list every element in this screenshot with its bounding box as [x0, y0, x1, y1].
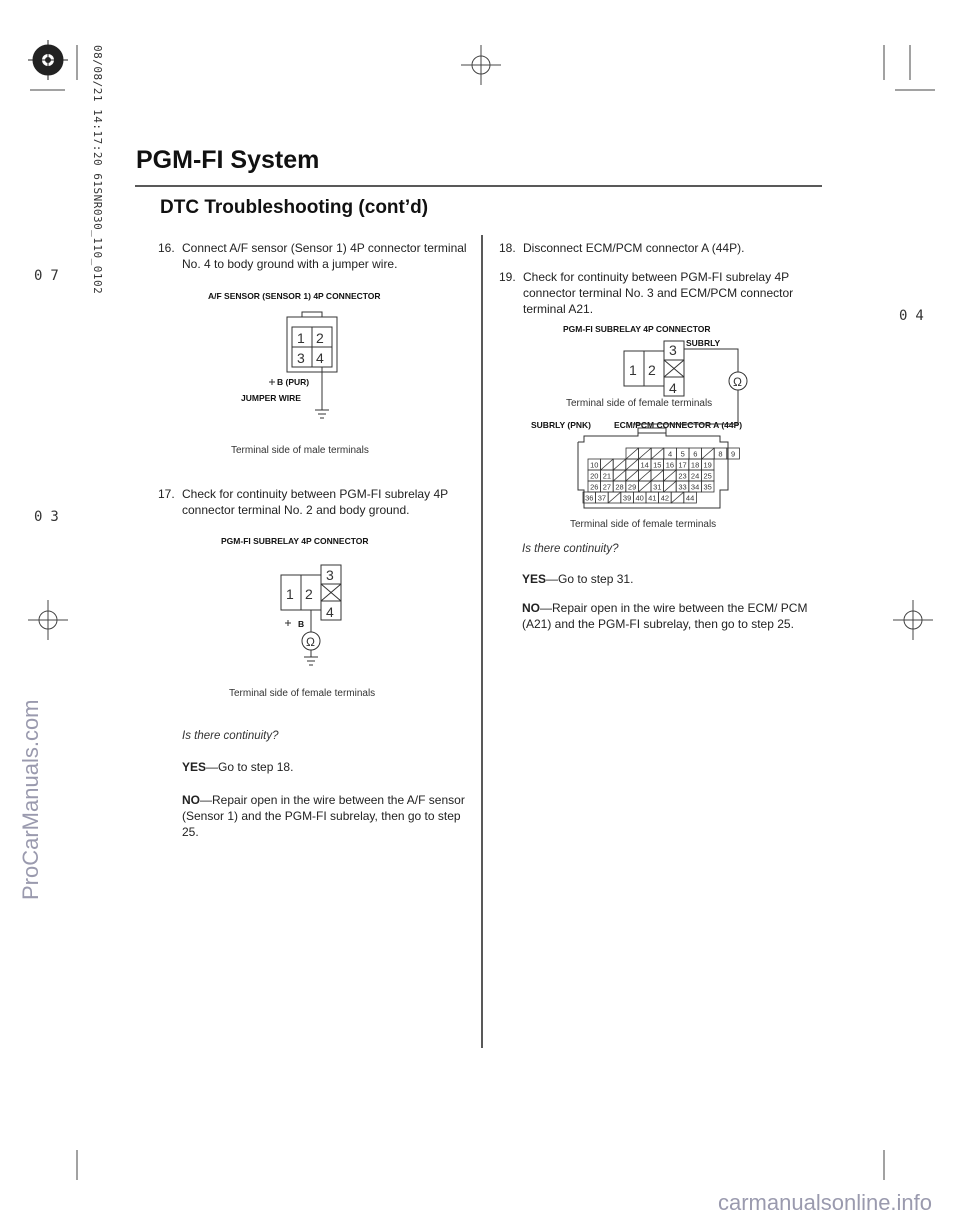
step-number: 18.: [499, 241, 516, 255]
subrelay-connector-label-right: PGM-FI SUBRELAY 4P CONNECTOR: [563, 324, 711, 334]
pin-3: 3: [669, 342, 677, 358]
ecm-pin-empty: [638, 481, 651, 492]
right-question: Is there continuity?: [522, 543, 619, 555]
step-text: Disconnect ECM/PCM connector A (44P).: [523, 241, 745, 255]
ecm-pin-empty: [613, 470, 626, 481]
left-yes-answer: [182, 759, 472, 775]
ecm-pin-number: 5: [680, 449, 685, 459]
step-18: [499, 240, 819, 258]
step-text: Check for continuity between PGM-FI subrelay 4P connector terminal No. 2 and body ground.: [182, 487, 448, 517]
ecm-pin-empty: [651, 470, 664, 481]
ecm-pin-number: 35: [703, 482, 712, 492]
ecm-pin-number: 39: [622, 493, 632, 503]
page-subtitle: DTC Troubleshooting (cont’d): [160, 197, 429, 218]
ecm-pin-number: 20: [590, 471, 599, 481]
fig19-caption-bottom: Terminal side of female terminals: [570, 519, 717, 530]
subrelay-connector-label-left: PGM-FI SUBRELAY 4P CONNECTOR: [221, 536, 369, 546]
ecm-pin-empty: [664, 470, 677, 481]
pin-4: 4: [316, 350, 324, 366]
ecm-pin-number: 19: [703, 460, 712, 470]
ecm-pin-number: 31: [653, 482, 662, 492]
ecm-pin-empty: [671, 492, 684, 503]
left-no-answer: [182, 792, 472, 840]
ecm-pin-number: 17: [678, 460, 687, 470]
subrelay-connector-diagram-left: [280, 560, 360, 670]
ecm-pin-number: 8: [718, 449, 723, 459]
pin-2: 2: [316, 330, 324, 346]
step-text: Connect A/F sensor (Sensor 1) 4P connector terminal No. 4 to body ground with a jumper wire.: [182, 241, 467, 271]
registration-mark-top: [461, 45, 501, 85]
page-title: PGM-FI System: [136, 146, 320, 174]
step-19: [499, 269, 819, 319]
pin-2: 2: [305, 586, 313, 602]
step-17: [158, 486, 468, 520]
no-text: Repair open in the wire between the A/F sensor (Sensor 1) and the PGM-FI subrelay, then go to step 25.: [182, 793, 465, 839]
fig17-caption: Terminal side of female terminals: [229, 688, 376, 699]
fig19-caption-top: Terminal side of female terminals: [566, 398, 713, 409]
watermark-left[interactable]: ProCarManuals.com: [18, 699, 43, 900]
step-16: [158, 240, 468, 274]
registration-mark-filled: [28, 40, 68, 80]
ohm-symbol: Ω: [733, 375, 742, 389]
step-text: Check for continuity between PGM-FI subrelay 4P connector terminal No. 3 and ECM/PCM connector terminal A21.: [523, 270, 794, 316]
ecm-pin-empty: [613, 459, 626, 470]
ecm-pin-number: 15: [653, 460, 662, 470]
pin-4: 4: [326, 604, 334, 620]
ecm-pin-number: 26: [590, 482, 599, 492]
ecm-pin-number: 33: [678, 482, 687, 492]
ecm-pin-number: 44: [685, 493, 695, 503]
ecm-pin-empty: [664, 481, 677, 492]
ecm-pin-empty: [626, 459, 639, 470]
edge-mark-right: 04: [899, 308, 932, 324]
af-sensor-connector-label: A/F SENSOR (SENSOR 1) 4P CONNECTOR: [208, 291, 381, 301]
wire-label-b-pur: B (PUR): [277, 377, 310, 387]
right-yes-answer: [522, 571, 812, 587]
dash: —: [206, 760, 219, 774]
registration-mark-right: [893, 600, 933, 640]
ecm-pin-number: 27: [602, 482, 612, 492]
yes-text: Go to step 18.: [218, 760, 294, 774]
ecm-connector-label: ECM/PCM CONNECTOR A (44P): [614, 420, 743, 430]
ecm-pin-number: 41: [648, 493, 657, 503]
jumper-wire-label: JUMPER WIRE: [241, 393, 301, 403]
step-number: 17.: [158, 487, 175, 501]
ecm-pin-number: 10: [590, 460, 599, 470]
pin-1: 1: [286, 586, 294, 602]
ecm-pin-number: 6: [693, 449, 698, 459]
pin-2: 2: [648, 362, 656, 378]
wire-label-b: B: [298, 619, 305, 629]
pin-3: 3: [297, 350, 305, 366]
no-label: NO: [182, 793, 200, 807]
edge-mark-left-bottom: 03: [34, 509, 67, 525]
ecm-pin-empty: [626, 448, 639, 459]
pin-3: 3: [326, 567, 334, 583]
step-number: 16.: [158, 241, 175, 255]
step-number: 19.: [499, 270, 516, 284]
ecm-pin-number: 37: [597, 493, 607, 503]
ecm-pin-number: 29: [627, 482, 637, 492]
ecm-pin-number: 9: [731, 449, 736, 459]
ecm-pin-number: 24: [690, 471, 700, 481]
ecm-pin-number: 23: [678, 471, 687, 481]
ecm-pin-number: 14: [640, 460, 649, 470]
ecm-pin-number: 4: [668, 449, 673, 459]
af-sensor-connector-diagram: [260, 305, 360, 425]
ecm-pin-number: 34: [690, 482, 700, 492]
subrly-pnk-label: SUBRLY (PNK): [531, 420, 591, 430]
watermark-bottom[interactable]: carmanualsonline.info: [718, 1190, 933, 1215]
ecm-pin-number: 36: [585, 493, 594, 503]
ecm-pin-empty: [638, 470, 651, 481]
ecm-pin-number: 18: [690, 460, 700, 470]
connector-latch: [302, 312, 322, 317]
pin-1: 1: [629, 362, 637, 378]
yes-label: YES: [182, 760, 207, 774]
ecm-pin-empty: [601, 459, 614, 470]
print-stamp: 08/08/21 14:17:20 61SNR030_110_0102: [91, 45, 104, 295]
dash: —: [540, 601, 552, 615]
ecm-pin-empty: [639, 448, 652, 459]
ecm-connector-diagram: [570, 410, 745, 520]
no-label: NO: [522, 601, 540, 615]
ecm-pin-number: 28: [615, 482, 624, 492]
yes-text: Go to step 31.: [558, 572, 634, 586]
subrly-label: SUBRLY: [686, 338, 721, 348]
left-question: Is there continuity?: [182, 730, 279, 742]
pin-1: 1: [297, 330, 305, 346]
ecm-pin-number: 16: [665, 460, 675, 470]
ecm-pin-number: 40: [635, 493, 644, 503]
dash: —: [200, 793, 212, 807]
dash: —: [546, 572, 559, 586]
pin-4: 4: [669, 380, 677, 396]
edge-mark-left-top: 07: [34, 268, 67, 284]
ecm-pin-number: 25: [703, 471, 712, 481]
yes-label: YES: [522, 572, 547, 586]
registration-mark-left: [28, 600, 68, 640]
ecm-pin-empty: [651, 448, 664, 459]
no-text: Repair open in the wire between the ECM/ PCM (A21) and the PGM-FI subrelay, then go to step 25.: [522, 601, 808, 631]
ecm-pin-number: 42: [660, 493, 670, 503]
ecm-pin-number: 21: [602, 471, 612, 481]
ecm-pin-empty: [626, 470, 639, 481]
probe-wire: [684, 349, 738, 372]
ecm-pin-empty: [608, 492, 621, 503]
ecm-pin-empty: [702, 448, 715, 459]
ohm-symbol: Ω: [306, 635, 315, 649]
fig16-caption: Terminal side of male terminals: [231, 445, 369, 456]
right-no-answer: [522, 600, 812, 632]
